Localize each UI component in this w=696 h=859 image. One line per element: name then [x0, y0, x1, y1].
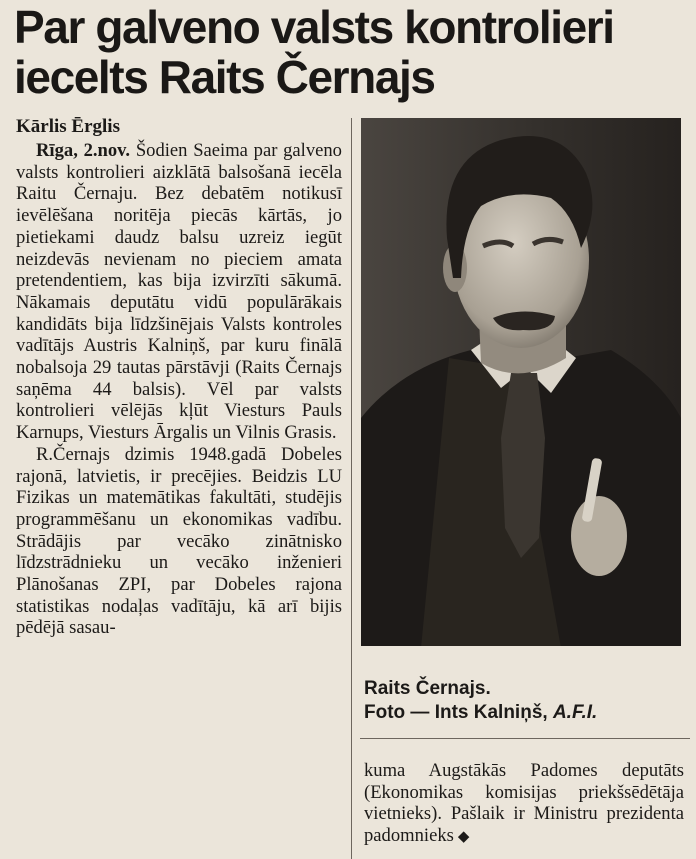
caption-credit: Foto — Ints Kalniņš,: [364, 702, 548, 723]
headline: Par galveno valsts kontrolieri iecelts Raits Černajs: [14, 1, 614, 103]
column-divider: [351, 118, 352, 859]
article-continuation: [364, 760, 684, 848]
end-of-article-icon: ◆: [457, 827, 470, 846]
portrait-illustration: [361, 118, 681, 646]
caption-name: Raits Černajs.: [364, 678, 491, 699]
photo-caption: [364, 677, 684, 725]
caption-agency: A.F.I.: [552, 702, 598, 723]
article-body-right-column: [364, 760, 684, 848]
dateline: Rīga, 2.nov.: [36, 140, 131, 161]
paragraph-text: Šodien Saeima par galveno valsts kontrolieri aizklātā balsošanā iecēla Raitu Černaju. Bez debatēm notikusī ievēlēšana noritēja piecās kārtās, jo pietiekami daudz balsu uzreiz iegūt neizdevās nevienam no pieciem amata pretendentiem, kas bija izvirzīti sākumā. Nākamais deputātu vidū populārākais kandidāts bija līdzšinējais Valsts kontroles vadītājs Austris Kalniņš, par kuru finālā nobalsoja 29 tautas pārstāvji (Raits Černajs saņēma 44 balsis). Vēl par valsts kontrolieri vēlējās kļūt Viesturs Pauls Karnups, Viesturs Ārgalis un Vilnis Grasis.: [16, 140, 342, 444]
continuation-text: kuma Augstākās Padomes deputāts (Ekonomikas komisijas priekšsēdētāja vietnieks). Pašlaik ir Ministru prezidenta padomnieks: [364, 760, 684, 847]
article-body-left-column: [16, 140, 342, 639]
caption-divider: [360, 738, 690, 739]
caption-credit-line: [364, 701, 684, 725]
portrait-photo: [361, 118, 681, 646]
author-byline: Kārlis Ērglis: [16, 116, 120, 137]
article-paragraph: [16, 140, 342, 444]
article-paragraph: R.Černajs dzimis 1948.gadā Dobeles rajonā, latvietis, ir precējies. Beidzis LU Fizikas un matemātikas fakultāti, studējis programmēšanu un ekonomikas vadību. Strādājis par vecāko zinātnisko līdzstrādnieku un vecāko inženieri Plānošanas ZPI, par Dobeles rajona statistikas nodaļas vadītāju, kā arī bijis pēdējā sasau-: [16, 443, 342, 639]
